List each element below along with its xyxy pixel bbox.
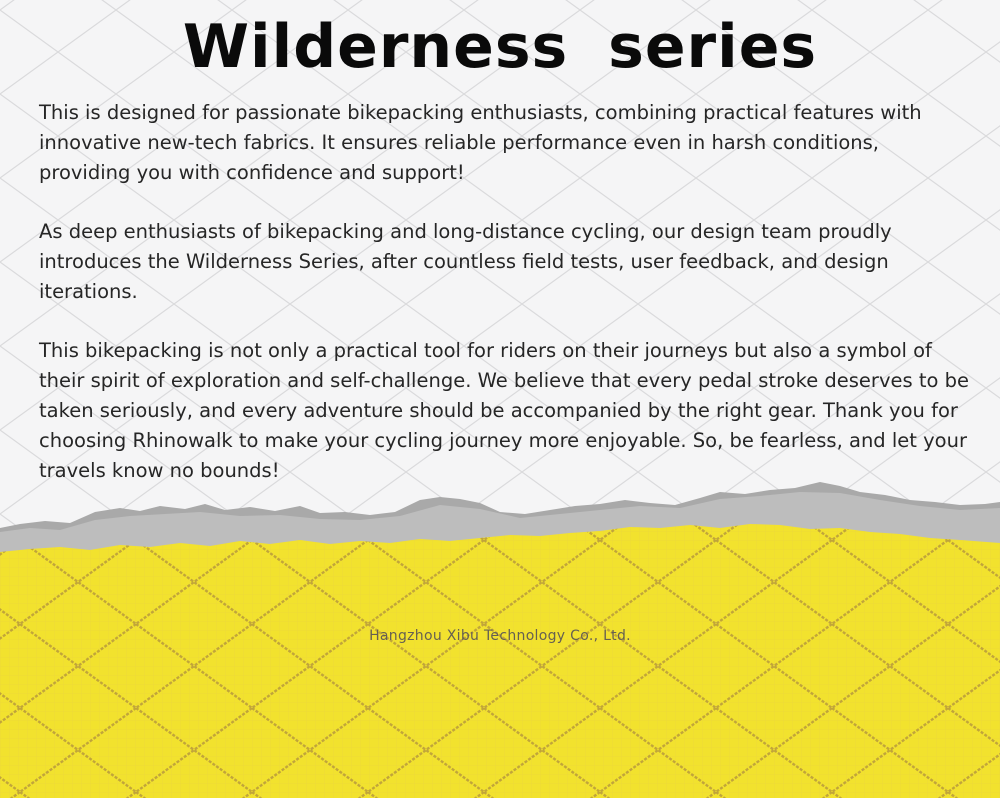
description-paragraph-closing: This bikepacking is not only a practical tool for riders on their journeys but also a symbol of their spirit of exploration and self-challenge. We believe that every pedal stroke deserves to be taken seriously, and every adventure should be accompanied by the right gear. Thank you for choosing Rhinowalk to make your cycling journey more enjoyable. So, be fearless, and let your travels know no bounds! <box>39 339 969 482</box>
yellow-fabric-diamond-grid <box>0 524 1000 798</box>
description-paragraph-intro: This is designed for passionate bikepacking enthusiasts, combining practical features with innovative new-tech fabrics. It ensures reliable performance even in harsh conditions, providing you with confidence and support! <box>39 101 922 184</box>
page-title: Wilderness series <box>182 12 818 82</box>
description-body <box>39 98 969 515</box>
description-paragraph-team: As deep enthusiasts of bikepacking and long-distance cycling, our design team proudly introduces the Wilderness Series, after countless field tests, user feedback, and design iterations. <box>39 220 892 303</box>
company-name: Hangzhou Xibu Technology Co., Ltd. <box>369 628 631 644</box>
